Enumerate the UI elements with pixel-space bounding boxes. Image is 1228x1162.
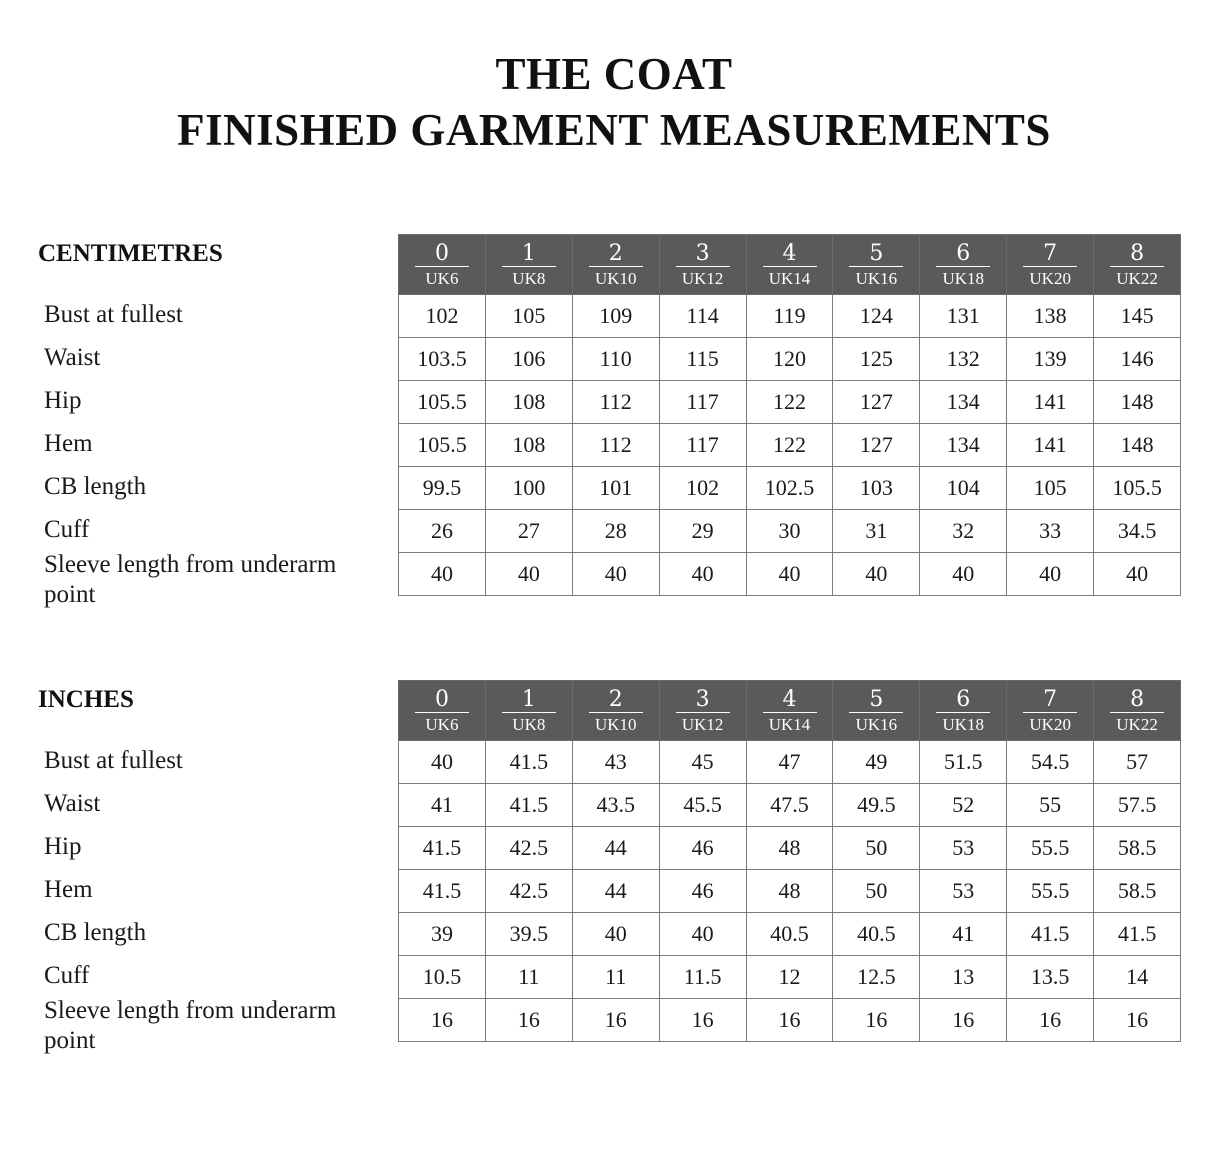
measurement-cell: 41 [399, 784, 486, 827]
measurement-cell: 49 [833, 741, 920, 784]
size-header-cell [572, 235, 659, 295]
size-number: 1 [521, 686, 536, 712]
size-header-cell [1007, 681, 1094, 741]
measurement-cell: 138 [1007, 295, 1094, 338]
size-number: 5 [869, 686, 884, 712]
measurement-cell: 40 [833, 553, 920, 596]
fraction-bar [502, 712, 556, 713]
measurement-cell: 27 [485, 510, 572, 553]
row-label: Bust at fullest [44, 747, 183, 774]
measurement-cell: 46 [659, 827, 746, 870]
measurement-cell: 40 [1094, 553, 1181, 596]
measurement-cell: 146 [1094, 338, 1181, 381]
table-row [399, 870, 1181, 913]
fraction-bar [589, 266, 643, 267]
row-label: CB length [44, 473, 147, 500]
measurement-cell: 30 [746, 510, 833, 553]
size-header-cell [659, 681, 746, 741]
table-row [399, 956, 1181, 999]
measurement-cell: 109 [572, 295, 659, 338]
table-row [399, 827, 1181, 870]
row-label: CB length [44, 919, 147, 946]
table-row [399, 467, 1181, 510]
size-header-cell [833, 681, 920, 741]
size-header-cell [746, 681, 833, 741]
uk-size: UK10 [594, 714, 637, 734]
size-number: 1 [521, 240, 536, 266]
table-row [399, 784, 1181, 827]
size-number: 3 [695, 240, 710, 266]
measurement-cell: 110 [572, 338, 659, 381]
size-number: 2 [608, 240, 623, 266]
measurement-cell: 42.5 [485, 870, 572, 913]
measurement-cell: 120 [746, 338, 833, 381]
centimetres-table [398, 234, 1181, 596]
table-row [399, 295, 1181, 338]
measurement-cell: 42.5 [485, 827, 572, 870]
measurement-cell: 58.5 [1094, 827, 1181, 870]
size-number: 6 [956, 686, 971, 712]
size-header-cell [399, 681, 486, 741]
row-label: Sleeve length from underarm point [44, 551, 337, 608]
measurement-cell: 105.5 [1094, 467, 1181, 510]
table-row [399, 424, 1181, 467]
measurement-cell: 50 [833, 827, 920, 870]
measurement-cell: 134 [920, 381, 1007, 424]
measurement-cell: 122 [746, 424, 833, 467]
measurement-cell: 16 [833, 999, 920, 1042]
uk-size: UK8 [512, 714, 546, 734]
fraction-bar [1110, 266, 1164, 267]
measurement-cell: 148 [1094, 424, 1181, 467]
measurement-cell: 40 [920, 553, 1007, 596]
fraction-bar [676, 712, 730, 713]
uk-size: UK6 [425, 268, 459, 288]
measurement-cell: 102 [659, 467, 746, 510]
row-label: Sleeve length from underarm point [44, 997, 337, 1054]
uk-size: UK20 [1029, 714, 1071, 734]
row-label: Cuff [44, 516, 90, 543]
measurement-cell: 32 [920, 510, 1007, 553]
measurement-cell: 40 [485, 553, 572, 596]
measurement-cell: 45 [659, 741, 746, 784]
measurement-cell: 122 [746, 381, 833, 424]
measurement-cell: 55.5 [1007, 870, 1094, 913]
measurement-cell: 139 [1007, 338, 1094, 381]
measurement-cell: 47.5 [746, 784, 833, 827]
size-number: 7 [1043, 686, 1058, 712]
measurement-cell: 105 [1007, 467, 1094, 510]
row-label: Waist [44, 344, 101, 371]
size-header-row [399, 681, 1181, 741]
row-label: Bust at fullest [44, 301, 183, 328]
uk-size: UK12 [681, 268, 724, 288]
measurement-cell: 16 [920, 999, 1007, 1042]
inches-table [398, 680, 1181, 1042]
fraction-bar [1023, 266, 1077, 267]
measurement-cell: 55 [1007, 784, 1094, 827]
measurement-cell: 131 [920, 295, 1007, 338]
measurement-cell: 40 [746, 553, 833, 596]
measurement-cell: 125 [833, 338, 920, 381]
measurement-cell: 112 [572, 381, 659, 424]
measurement-cell: 108 [485, 424, 572, 467]
size-number: 0 [434, 240, 449, 266]
measurement-cell: 49.5 [833, 784, 920, 827]
size-number: 2 [608, 686, 623, 712]
measurement-cell: 12 [746, 956, 833, 999]
size-header-row [399, 235, 1181, 295]
size-number: 8 [1130, 686, 1145, 712]
fraction-bar [415, 266, 469, 267]
size-header-cell [1007, 235, 1094, 295]
fraction-bar [415, 712, 469, 713]
measurement-cell: 124 [833, 295, 920, 338]
measurement-cell: 115 [659, 338, 746, 381]
measurement-cell: 100 [485, 467, 572, 510]
table-row [399, 913, 1181, 956]
row-label: Hip [44, 387, 82, 414]
measurement-cell: 55.5 [1007, 827, 1094, 870]
measurement-cell: 127 [833, 424, 920, 467]
measurement-cell: 58.5 [1094, 870, 1181, 913]
measurement-cell: 11.5 [659, 956, 746, 999]
measurement-cell: 132 [920, 338, 1007, 381]
measurement-cell: 105.5 [399, 381, 486, 424]
measurement-cell: 41 [920, 913, 1007, 956]
fraction-bar [936, 712, 990, 713]
measurement-cell: 28 [572, 510, 659, 553]
table-row [399, 338, 1181, 381]
fraction-bar [589, 712, 643, 713]
measurement-cell: 11 [572, 956, 659, 999]
measurement-cell: 16 [746, 999, 833, 1042]
row-label: Hip [44, 833, 82, 860]
measurement-cell: 41.5 [399, 827, 486, 870]
uk-size: UK22 [1116, 714, 1158, 734]
table-row [399, 510, 1181, 553]
measurement-cell: 53 [920, 870, 1007, 913]
uk-size: UK12 [681, 714, 724, 734]
measurement-cell: 16 [659, 999, 746, 1042]
measurement-cell: 40.5 [833, 913, 920, 956]
measurement-cell: 40 [659, 913, 746, 956]
size-number: 4 [782, 686, 797, 712]
measurement-cell: 145 [1094, 295, 1181, 338]
measurement-cell: 46 [659, 870, 746, 913]
row-label: Hem [44, 876, 93, 903]
measurement-cell: 114 [659, 295, 746, 338]
measurement-cell: 29 [659, 510, 746, 553]
row-label: Waist [44, 790, 101, 817]
measurement-cell: 16 [1007, 999, 1094, 1042]
measurement-cell: 40 [572, 913, 659, 956]
measurement-cell: 119 [746, 295, 833, 338]
table-row [399, 381, 1181, 424]
measurement-cell: 52 [920, 784, 1007, 827]
measurement-cell: 12.5 [833, 956, 920, 999]
measurement-cell: 40.5 [746, 913, 833, 956]
fraction-bar [849, 712, 903, 713]
size-header-cell [920, 681, 1007, 741]
measurement-cell: 112 [572, 424, 659, 467]
measurement-cell: 53 [920, 827, 1007, 870]
fraction-bar [849, 266, 903, 267]
measurement-cell: 105.5 [399, 424, 486, 467]
measurement-cell: 41.5 [485, 741, 572, 784]
uk-size: UK6 [425, 714, 459, 734]
uk-size: UK18 [942, 268, 985, 288]
fraction-bar [936, 266, 990, 267]
fraction-bar [763, 266, 817, 267]
measurement-cell: 16 [1094, 999, 1181, 1042]
measurement-cell: 41.5 [1007, 913, 1094, 956]
measurement-cell: 33 [1007, 510, 1094, 553]
measurement-cell: 16 [572, 999, 659, 1042]
row-label: Hem [44, 430, 93, 457]
size-header-cell [1094, 235, 1181, 295]
measurement-cell: 10.5 [399, 956, 486, 999]
size-header-cell [399, 235, 486, 295]
measurement-cell: 41.5 [1094, 913, 1181, 956]
fraction-bar [1110, 712, 1164, 713]
measurement-cell: 102.5 [746, 467, 833, 510]
measurement-cell: 14 [1094, 956, 1181, 999]
size-header-cell [920, 235, 1007, 295]
measurement-cell: 102 [399, 295, 486, 338]
measurement-cell: 43 [572, 741, 659, 784]
table-row [399, 999, 1181, 1042]
uk-size: UK20 [1029, 268, 1071, 288]
measurement-cell: 103.5 [399, 338, 486, 381]
measurement-cell: 39 [399, 913, 486, 956]
uk-size: UK8 [512, 268, 546, 288]
size-header-cell [746, 235, 833, 295]
measurement-cell: 101 [572, 467, 659, 510]
measurement-cell: 108 [485, 381, 572, 424]
measurement-cell: 105 [485, 295, 572, 338]
measurement-cell: 106 [485, 338, 572, 381]
size-number: 5 [869, 240, 884, 266]
size-number: 7 [1043, 240, 1058, 266]
table-row [399, 741, 1181, 784]
size-number: 0 [434, 686, 449, 712]
fraction-bar [1023, 712, 1077, 713]
measurement-cell: 117 [659, 381, 746, 424]
centimetres-heading: CENTIMETRES [38, 240, 223, 267]
measurement-cell: 57.5 [1094, 784, 1181, 827]
size-header-cell [659, 235, 746, 295]
measurement-cell: 44 [572, 870, 659, 913]
measurement-cell: 48 [746, 870, 833, 913]
measurement-cell: 40 [399, 553, 486, 596]
uk-size: UK16 [855, 714, 898, 734]
measurement-cell: 117 [659, 424, 746, 467]
fraction-bar [502, 266, 556, 267]
uk-size: UK14 [768, 268, 811, 288]
measurement-cell: 99.5 [399, 467, 486, 510]
fraction-bar [676, 266, 730, 267]
measurement-cell: 16 [485, 999, 572, 1042]
measurement-cell: 16 [399, 999, 486, 1042]
measurement-cell: 40 [659, 553, 746, 596]
measurement-cell: 34.5 [1094, 510, 1181, 553]
size-header-cell [485, 681, 572, 741]
uk-size: UK14 [768, 714, 811, 734]
title-line-1: THE COAT [495, 49, 733, 99]
measurement-cell: 48 [746, 827, 833, 870]
measurement-cell: 127 [833, 381, 920, 424]
measurement-cell: 141 [1007, 424, 1094, 467]
measurement-cell: 40 [399, 741, 486, 784]
measurement-cell: 57 [1094, 741, 1181, 784]
inches-heading: INCHES [38, 686, 134, 713]
measurement-cell: 11 [485, 956, 572, 999]
measurement-cell: 103 [833, 467, 920, 510]
measurement-cell: 134 [920, 424, 1007, 467]
measurement-cell: 26 [399, 510, 486, 553]
uk-size: UK18 [942, 714, 985, 734]
measurement-cell: 13.5 [1007, 956, 1094, 999]
uk-size: UK10 [594, 268, 637, 288]
fraction-bar [763, 712, 817, 713]
measurement-cell: 104 [920, 467, 1007, 510]
measurement-cell: 47 [746, 741, 833, 784]
size-number: 8 [1130, 240, 1145, 266]
size-number: 4 [782, 240, 797, 266]
uk-size: UK22 [1116, 268, 1158, 288]
measurement-cell: 43.5 [572, 784, 659, 827]
measurement-cell: 54.5 [1007, 741, 1094, 784]
measurement-cell: 41.5 [399, 870, 486, 913]
table-row [399, 553, 1181, 596]
uk-size: UK16 [855, 268, 898, 288]
size-header-cell [1094, 681, 1181, 741]
measurement-cell: 44 [572, 827, 659, 870]
measurement-cell: 13 [920, 956, 1007, 999]
title-line-2: FINISHED GARMENT MEASUREMENTS [177, 105, 1051, 155]
measurement-cell: 39.5 [485, 913, 572, 956]
measurement-cell: 45.5 [659, 784, 746, 827]
measurement-cell: 51.5 [920, 741, 1007, 784]
size-number: 6 [956, 240, 971, 266]
measurement-cell: 40 [572, 553, 659, 596]
measurement-cell: 31 [833, 510, 920, 553]
size-header-cell [572, 681, 659, 741]
page-title [0, 46, 1228, 158]
size-number: 3 [695, 686, 710, 712]
measurement-cell: 40 [1007, 553, 1094, 596]
size-header-cell [833, 235, 920, 295]
size-header-cell [485, 235, 572, 295]
measurement-cell: 148 [1094, 381, 1181, 424]
measurement-cell: 50 [833, 870, 920, 913]
measurement-cell: 141 [1007, 381, 1094, 424]
row-label: Cuff [44, 962, 90, 989]
measurement-cell: 41.5 [485, 784, 572, 827]
